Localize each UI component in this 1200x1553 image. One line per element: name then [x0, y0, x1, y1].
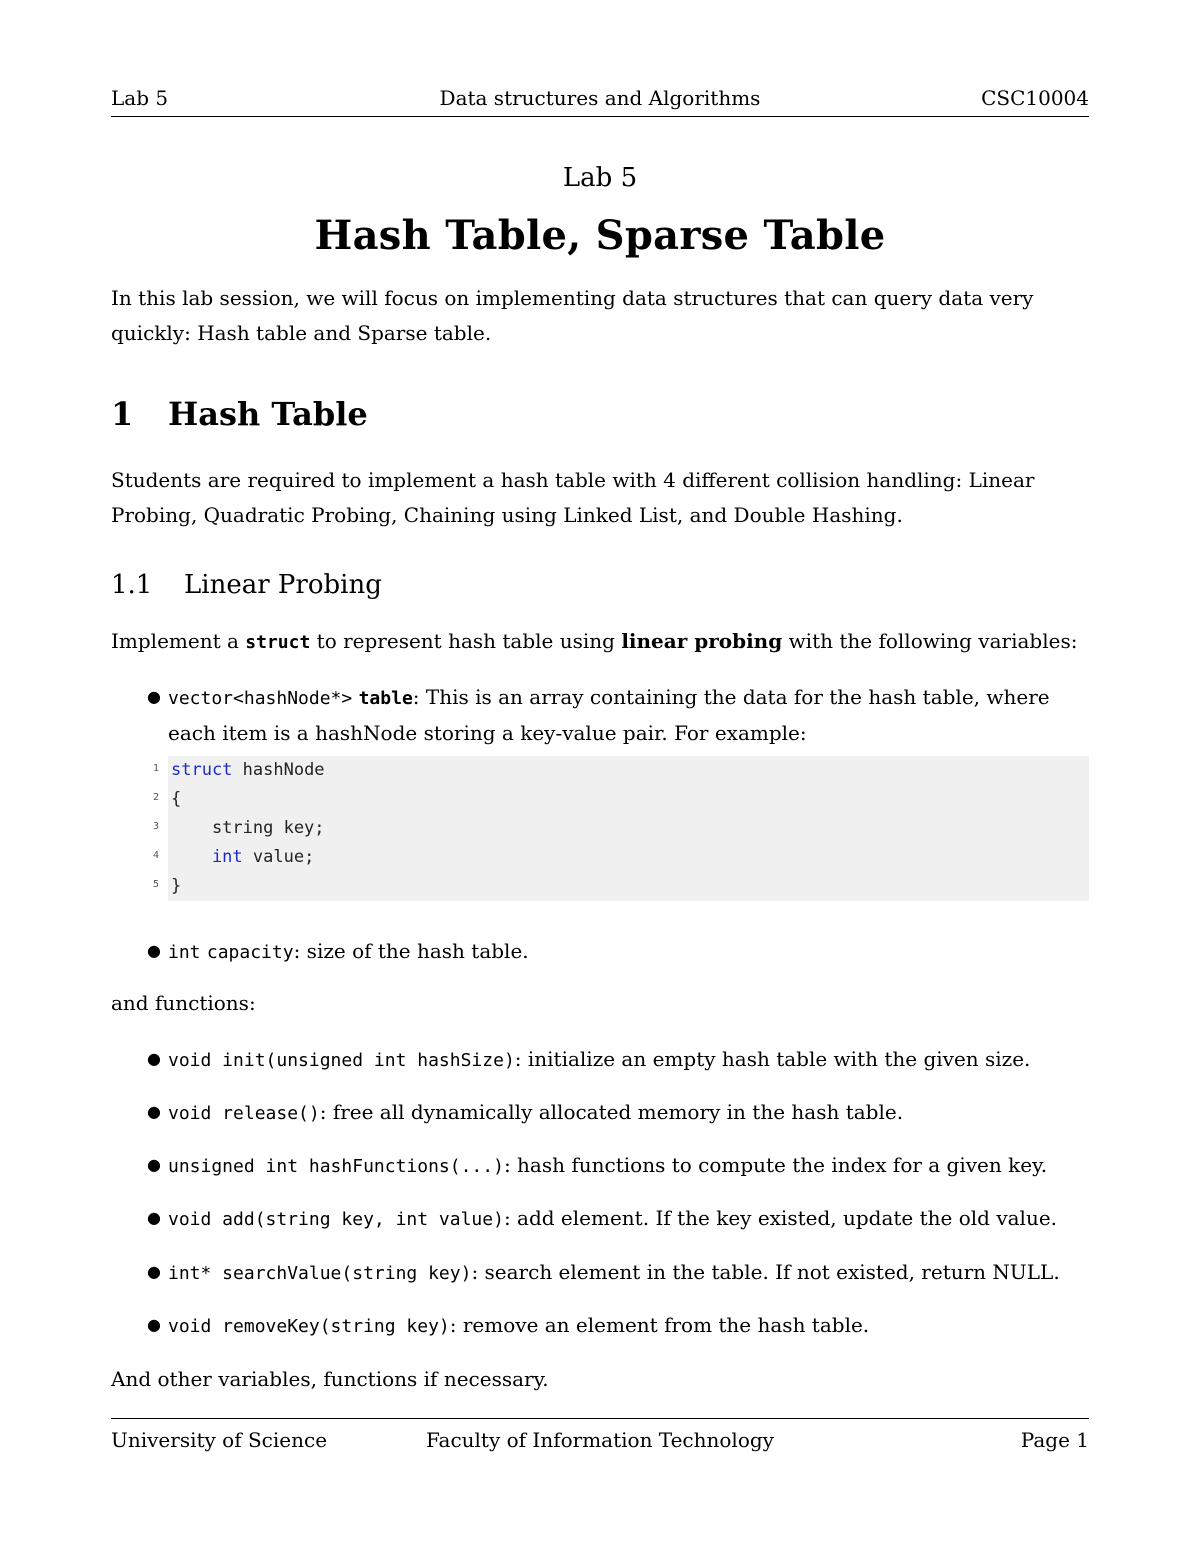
- code-rest: value;: [242, 847, 315, 867]
- code-text: [171, 876, 181, 896]
- subsection-title: Linear Probing: [184, 570, 382, 600]
- bullet-icon: ●: [147, 1262, 161, 1281]
- bullet-icon: ●: [147, 941, 161, 960]
- variable-name: table: [358, 688, 413, 709]
- bullet-icon: ●: [147, 1315, 161, 1334]
- footer-university: University of Science: [111, 1428, 328, 1452]
- variable-body: [168, 934, 1089, 970]
- function-desc: : add element. If the key existed, update the old value.: [503, 1206, 1058, 1230]
- code-rest: {: [171, 789, 182, 809]
- header-lab-label: Lab 5: [111, 86, 169, 110]
- function-body: [168, 1042, 1089, 1078]
- text-run: with the following variables:: [788, 629, 1078, 653]
- inline-code: struct: [245, 632, 311, 653]
- bold-term: linear probing: [621, 629, 783, 653]
- header-course-code: CSC10004: [981, 86, 1089, 110]
- variable-desc: : This is an array containing the data for the hash table, where each item is a hashNode storing a key-value pair. For example:: [168, 685, 1050, 745]
- subsection-heading: [111, 570, 382, 600]
- code-keyword: struct: [171, 760, 233, 780]
- document-title: Hash Table, Sparse Table: [314, 212, 886, 259]
- function-body: [168, 1148, 1089, 1184]
- bullet-icon: ●: [147, 687, 161, 706]
- function-body: [168, 1255, 1089, 1291]
- header-course-title: Data structures and Algorithms: [439, 86, 761, 110]
- section-number: 1: [111, 395, 134, 433]
- variable-body: [168, 680, 1089, 750]
- line-number: 2: [152, 792, 159, 803]
- function-desc: : remove an element from the hash table.: [449, 1313, 870, 1337]
- function-body: [168, 1201, 1089, 1237]
- running-header: [111, 86, 1089, 117]
- variable-type: vector<hashNode*>: [168, 688, 353, 709]
- section-heading: [111, 395, 368, 433]
- function-desc: : initialize an empty hash table with the given size.: [514, 1047, 1031, 1071]
- line-number: 5: [152, 879, 159, 890]
- line-number: 1: [152, 763, 159, 774]
- code-block: [152, 756, 1089, 901]
- variable-desc: : size of the hash table.: [293, 939, 529, 963]
- intro-paragraph: In this lab session, we will focus on implementing data structures that can query data very quickly: Hash table and Sparse table.: [111, 286, 1034, 345]
- code-line: [152, 816, 1089, 845]
- bullet-icon: ●: [147, 1155, 161, 1174]
- variable-name: capacity: [206, 942, 294, 963]
- code-line: [152, 787, 1089, 816]
- function-signature: void add(string key, int value): [168, 1209, 504, 1230]
- functions-intro: and functions:: [111, 991, 256, 1015]
- section-title: Hash Table: [168, 395, 368, 433]
- function-desc: : free all dynamically allocated memory in the hash table.: [319, 1100, 904, 1124]
- line-number: 4: [152, 850, 159, 861]
- running-footer: [111, 1418, 1089, 1455]
- code-text: [171, 760, 325, 780]
- variable-type: int: [168, 942, 201, 963]
- lab-number: Lab 5: [562, 163, 638, 193]
- function-signature: void removeKey(string key): [168, 1316, 450, 1337]
- function-desc: : hash functions to compute the index for a given key.: [503, 1153, 1048, 1177]
- code-rest: string key;: [171, 818, 325, 838]
- code-rest: hashNode: [232, 760, 325, 780]
- function-signature: void init(unsigned int hashSize): [168, 1050, 515, 1071]
- code-text: [171, 847, 314, 867]
- function-body: [168, 1095, 1089, 1131]
- section-paragraph: Students are required to implement a hash table with 4 different collision handling: Linear Probing, Quadratic Probing, Chaining using Linked List, and Double Hashing.: [111, 468, 1035, 527]
- code-rest: }: [171, 876, 182, 896]
- subsection-number: 1.1: [111, 570, 153, 600]
- code-line: [152, 845, 1089, 874]
- function-signature: void release(): [168, 1103, 320, 1124]
- line-number: 3: [152, 821, 159, 832]
- document-page: [111, 0, 1089, 1553]
- footer-faculty: Faculty of Information Technology: [426, 1428, 774, 1452]
- code-keyword: int: [171, 847, 243, 867]
- function-signature: unsigned int hashFunctions(...): [168, 1156, 504, 1177]
- function-desc: : search element in the table. If not existed, return NULL.: [471, 1260, 1060, 1284]
- code-text: [171, 789, 181, 809]
- bullet-icon: ●: [147, 1208, 161, 1227]
- code-text: [171, 818, 325, 838]
- bullet-icon: ●: [147, 1049, 161, 1068]
- text-run: to represent hash table using: [316, 629, 615, 653]
- bullet-icon: ●: [147, 1102, 161, 1121]
- code-line: [152, 874, 1089, 903]
- function-signature: int* searchValue(string key): [168, 1263, 472, 1284]
- footer-page-number: Page 1: [1020, 1428, 1089, 1452]
- closing-paragraph: And other variables, functions if necessary.: [111, 1367, 549, 1391]
- code-line: [152, 758, 1089, 787]
- subsection-paragraph: [111, 624, 1089, 660]
- function-body: [168, 1308, 1089, 1344]
- text-run: Implement a: [111, 629, 239, 653]
